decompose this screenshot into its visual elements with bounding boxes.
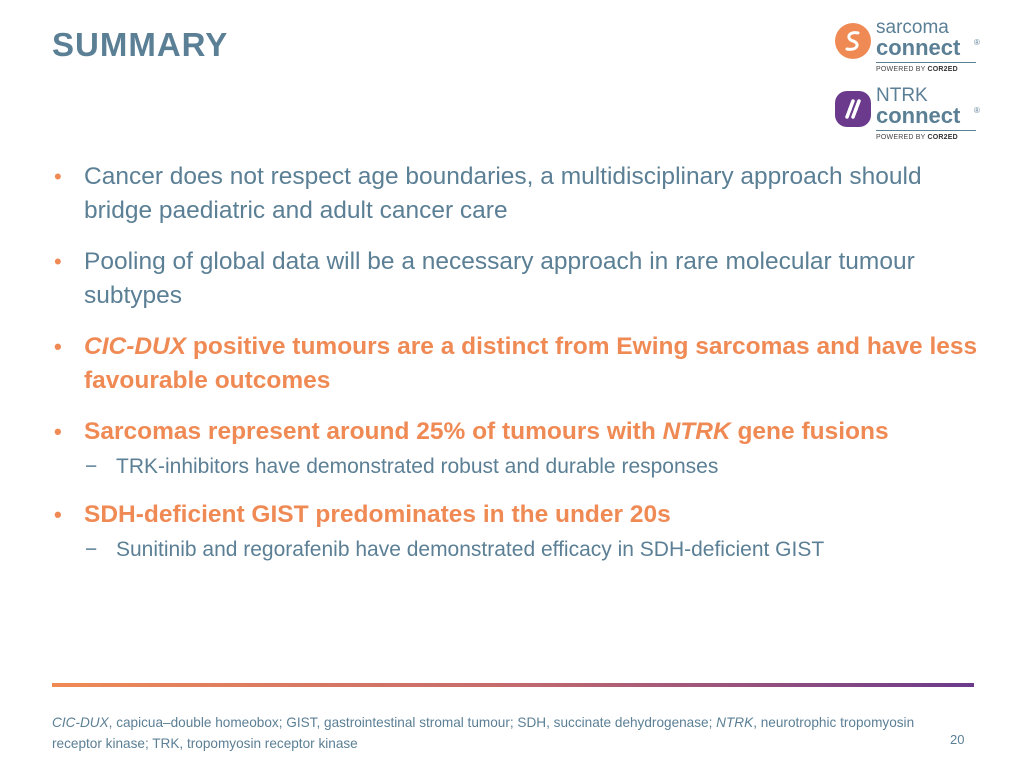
abbreviations-footnote — [52, 712, 952, 754]
bullet-marker: • — [54, 334, 62, 359]
footnote-gene-name: CIC-DUX — [52, 715, 109, 730]
ntrk-logo-registered: ® — [974, 106, 980, 115]
footnote-gene-name: NTRK — [716, 715, 754, 730]
bullet-text: gene fusions — [730, 418, 889, 445]
sarcoma-logo-connect: connect — [876, 35, 961, 60]
ntrk-connect-logo — [834, 86, 984, 148]
sarcoma-logo-registered: ® — [974, 38, 980, 47]
bullet-marker: • — [54, 164, 62, 189]
footer-divider — [52, 683, 974, 687]
page-number: 20 — [950, 732, 965, 747]
ntrk-logo-powered: POWERED BY COR2ED — [876, 134, 958, 141]
bullet-marker: • — [54, 419, 62, 444]
bullet-item-highlight — [52, 498, 982, 532]
bullet-text: Pooling of global data will be a necessary approach in rare molecular tumour subtypes — [84, 248, 915, 309]
bullet-item-highlight — [52, 415, 982, 449]
bullet-item-highlight — [52, 330, 982, 398]
sarcoma-logo-powered: POWERED BY COR2ED — [876, 66, 958, 73]
sub-bullet-text: TRK-inhibitors have demonstrated robust and durable responses — [116, 455, 719, 478]
ntrk-logo-icon — [834, 90, 872, 128]
summary-bullet-list — [52, 160, 982, 581]
bullet-gene-name: CIC-DUX — [84, 333, 187, 360]
bullet-item — [52, 245, 982, 313]
ntrk-logo-rule — [876, 130, 976, 131]
sub-bullet-item — [52, 536, 982, 564]
ntrk-logo-word: NTRK — [876, 85, 928, 106]
bullet-marker: • — [54, 502, 62, 527]
sub-bullet-item — [52, 453, 982, 481]
sarcoma-logo-icon — [834, 22, 872, 60]
bullet-text: Sarcomas represent around 25% of tumours with — [84, 418, 663, 445]
bullet-gene-name: NTRK — [662, 418, 731, 445]
footnote-text: , capicua–double homeobox; GIST, gastrointestinal stromal tumour; SDH, succinate dehydrogenase; — [108, 715, 717, 730]
sarcoma-connect-logo — [834, 18, 984, 80]
bullet-text: positive tumours are a distinct from Ewing sarcomas and have less favourable outcomes — [84, 333, 978, 394]
bullet-marker: • — [54, 249, 62, 274]
sarcoma-logo-word: sarcoma — [876, 17, 949, 38]
sub-bullet-marker: − — [85, 455, 98, 478]
sarcoma-logo-rule — [876, 62, 976, 63]
footnote-text: , neurotrophic tropomyosin receptor kinase; TRK, tropomyosin receptor kinase — [52, 715, 915, 751]
bullet-item — [52, 160, 982, 228]
ntrk-logo-connect: connect — [876, 103, 961, 128]
bullet-text: SDH-deficient GIST predominates in the under 20s — [84, 501, 671, 528]
page-title: SUMMARY — [52, 26, 229, 63]
sub-bullet-marker: − — [85, 538, 98, 561]
bullet-text: Cancer does not respect age boundaries, a multidisciplinary approach should bridge paediatric and adult cancer care — [84, 163, 922, 224]
sub-bullet-text: Sunitinib and regorafenib have demonstrated efficacy in SDH-deficient GIST — [116, 538, 825, 561]
